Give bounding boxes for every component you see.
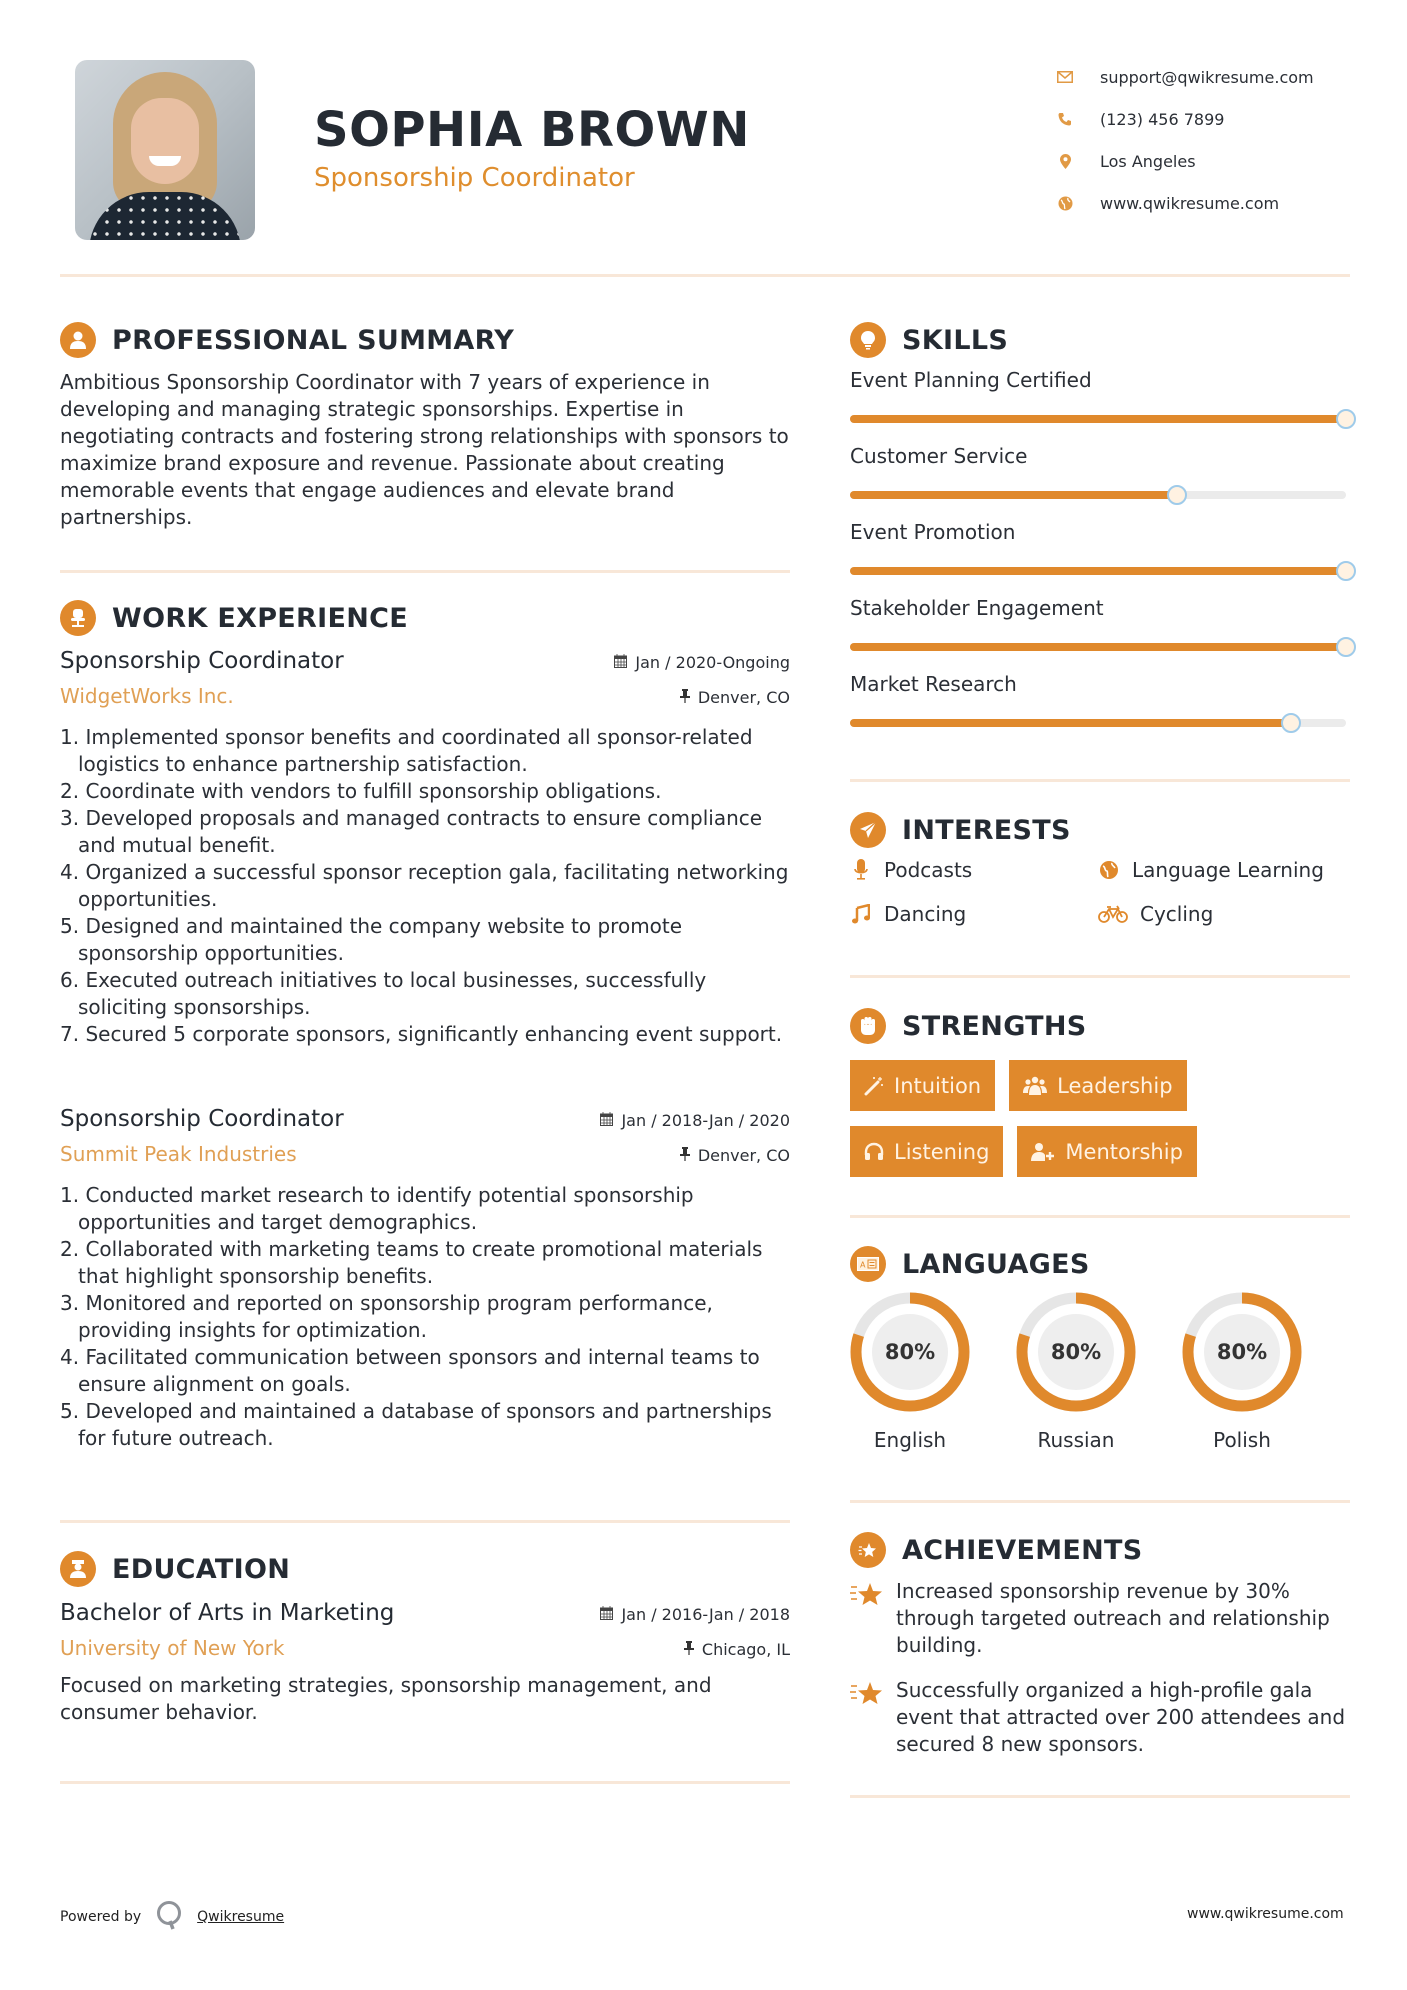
skills-title: SKILLS <box>902 324 1009 356</box>
job-location: Denver, CO <box>680 1146 790 1165</box>
languages-title: LANGUAGES <box>902 1248 1090 1280</box>
interest-label: Cycling <box>1140 902 1214 926</box>
skills-list <box>850 368 1350 748</box>
star-icon <box>850 1677 896 1758</box>
interest-label: Language Learning <box>1132 858 1324 882</box>
star-icon <box>850 1578 896 1659</box>
summary-divider <box>60 570 790 573</box>
contact-phone-text: (123) 456 7899 <box>1100 109 1225 129</box>
job-date: Jan / 2020-Ongoing <box>614 653 790 672</box>
interest-label: Podcasts <box>884 858 973 882</box>
skill-item <box>850 672 1350 748</box>
translate-icon <box>850 1246 886 1282</box>
contact-email[interactable] <box>1055 56 1375 98</box>
contact-location <box>1055 140 1375 182</box>
summary-heading <box>60 322 514 358</box>
achievements-list <box>850 1578 1350 1776</box>
contact-website-text: www.qwikresume.com <box>1100 193 1280 213</box>
education-title: EDUCATION <box>112 1553 291 1585</box>
calendar-icon <box>600 1111 613 1130</box>
language-percent: 80% <box>872 1314 948 1390</box>
bullet: 2. Collaborated with marketing teams to create promotional materials that highlight sponsorship benefits. <box>60 1237 763 1288</box>
calendar-icon <box>600 1605 613 1624</box>
languages-heading <box>850 1246 1090 1282</box>
slider-thumb[interactable] <box>1281 713 1301 733</box>
skill-fill <box>850 643 1346 651</box>
pushpin-icon <box>680 688 690 707</box>
summary-title: PROFESSIONAL SUMMARY <box>112 324 515 356</box>
job-title: Sponsorship Coordinator <box>60 1106 344 1132</box>
degree: Bachelor of Arts in Marketing <box>60 1600 395 1626</box>
contact-website[interactable] <box>1055 182 1375 224</box>
candidate-name: SOPHIA BROWN <box>314 102 750 158</box>
graduate-icon <box>60 1551 96 1587</box>
interests-heading <box>850 812 1071 848</box>
language-item <box>1016 1292 1182 1452</box>
job-company: WidgetWorks Inc. <box>60 684 234 708</box>
achievements-heading <box>850 1532 1143 1568</box>
achievement-item <box>850 1578 1350 1659</box>
work-divider <box>60 1520 790 1523</box>
strength-label: Leadership <box>1057 1073 1173 1098</box>
skill-label: Event Promotion <box>850 520 1016 544</box>
strength-chip <box>1009 1060 1186 1111</box>
language-progress-ring <box>1016 1292 1136 1412</box>
office-chair-icon <box>60 600 96 636</box>
slider-thumb[interactable] <box>1336 561 1356 581</box>
profile-photo <box>75 60 255 240</box>
skill-slider[interactable] <box>850 415 1346 423</box>
qwikresume-link[interactable]: Qwikresume <box>197 1909 285 1925</box>
qwikresume-logo-icon <box>155 1900 183 1934</box>
skill-label: Event Planning Certified <box>850 368 1092 392</box>
job-title: Sponsorship Coordinator <box>60 648 344 674</box>
skill-fill <box>850 719 1291 727</box>
lightbulb-icon <box>850 322 886 358</box>
language-name: English <box>873 1428 947 1452</box>
slider-thumb[interactable] <box>1336 409 1356 429</box>
job-location: Denver, CO <box>680 688 790 707</box>
job-bullets <box>60 1182 790 1452</box>
skill-label: Stakeholder Engagement <box>850 596 1104 620</box>
skill-item <box>850 368 1350 444</box>
skill-slider[interactable] <box>850 567 1346 575</box>
star-badge-icon <box>850 1532 886 1568</box>
bullet: 3. Developed proposals and managed contracts to ensure compliance and mutual benefit. <box>60 806 763 857</box>
strengths-title: STRENGTHS <box>902 1010 1087 1042</box>
map-pin-icon <box>1055 151 1075 171</box>
contact-list <box>1055 56 1375 224</box>
strength-label: Mentorship <box>1065 1139 1183 1164</box>
education-entry <box>60 1600 790 1726</box>
strengths-list <box>850 1060 1350 1192</box>
language-item <box>1182 1292 1348 1452</box>
contact-phone[interactable] <box>1055 98 1375 140</box>
work-heading <box>60 600 408 636</box>
skill-item <box>850 596 1350 672</box>
bullet: 3. Monitored and reported on sponsorship program performance, providing insights for optimization. <box>60 1291 713 1342</box>
achievement-item <box>850 1677 1350 1758</box>
education-heading <box>60 1551 290 1587</box>
strength-chip <box>850 1126 1003 1177</box>
skill-label: Market Research <box>850 672 1017 696</box>
skill-slider[interactable] <box>850 719 1346 727</box>
powered-by-label: Powered by <box>60 1909 142 1925</box>
job-date: Jan / 2018-Jan / 2020 <box>600 1111 790 1130</box>
contact-email-text: support@qwikresume.com <box>1100 67 1314 87</box>
achievements-divider <box>850 1795 1350 1798</box>
education-description: Focused on marketing strategies, sponsorship management, and consumer behavior. <box>60 1673 712 1724</box>
interests-divider <box>850 975 1350 978</box>
bicycle-icon <box>1098 905 1128 923</box>
language-name: Russian <box>1037 1428 1115 1452</box>
bullet: 6. Executed outreach initiatives to local businesses, successfully soliciting sponsorships. <box>60 968 707 1019</box>
envelope-icon <box>1055 67 1075 87</box>
bullet: 1. Conducted market research to identify potential sponsorship opportunities and target demographics. <box>60 1183 694 1234</box>
school: University of New York <box>60 1636 285 1660</box>
interests-list <box>850 855 1350 929</box>
interest-label: Dancing <box>884 902 967 926</box>
skill-fill <box>850 415 1346 423</box>
language-progress-ring <box>1182 1292 1302 1412</box>
skill-item <box>850 444 1350 520</box>
achievements-title: ACHIEVEMENTS <box>902 1534 1143 1566</box>
language-percent: 80% <box>1204 1314 1280 1390</box>
slider-thumb[interactable] <box>1167 485 1187 505</box>
globe-icon <box>1055 193 1075 213</box>
pushpin-icon <box>680 1146 690 1165</box>
job-company: Summit Peak Industries <box>60 1142 297 1166</box>
skill-fill <box>850 567 1346 575</box>
interest-item <box>850 899 1098 929</box>
strength-chip <box>850 1060 995 1111</box>
globe-icon <box>1098 860 1120 880</box>
bullet: 7. Secured 5 corporate sponsors, significantly enhancing event support. <box>60 1022 783 1046</box>
fist-icon <box>850 1008 886 1044</box>
bullet: 5. Developed and maintained a database of sponsors and partnerships for future outreach. <box>60 1399 772 1450</box>
education-location: Chicago, IL <box>684 1640 790 1659</box>
job-entry <box>60 1106 790 1452</box>
languages-list <box>850 1292 1350 1452</box>
education-date: Jan / 2016-Jan / 2018 <box>600 1605 790 1624</box>
calendar-icon <box>614 653 627 672</box>
bullet: 4. Organized a successful sponsor reception gala, facilitating networking opportunities. <box>60 860 789 911</box>
pushpin-icon <box>684 1640 694 1659</box>
language-item <box>850 1292 1016 1452</box>
bullet: 2. Coordinate with vendors to fulfill sponsorship obligations. <box>60 779 662 803</box>
group-icon <box>1023 1076 1047 1096</box>
skill-fill <box>850 491 1177 499</box>
education-divider <box>60 1781 790 1784</box>
work-title: WORK EXPERIENCE <box>112 602 408 634</box>
phone-icon <box>1055 109 1075 129</box>
interest-item <box>1098 855 1350 885</box>
strength-label: Intuition <box>894 1073 982 1098</box>
music-note-icon <box>850 904 872 924</box>
interest-item <box>850 855 1098 885</box>
microphone-icon <box>850 859 872 881</box>
language-name: Polish <box>1213 1428 1271 1452</box>
strengths-heading <box>850 1008 1087 1044</box>
interest-item <box>1098 899 1350 929</box>
bullet: 5. Designed and maintained the company website to promote sponsorship opportunities. <box>60 914 683 965</box>
language-percent: 80% <box>1038 1314 1114 1390</box>
strengths-divider <box>850 1215 1350 1218</box>
footer-website-link[interactable]: www.qwikresume.com <box>1187 1906 1344 1922</box>
headphones-icon <box>864 1142 884 1162</box>
languages-divider <box>850 1500 1350 1503</box>
interests-title: INTERESTS <box>902 814 1071 846</box>
skill-label: Customer Service <box>850 444 1028 468</box>
strength-label: Listening <box>894 1139 990 1164</box>
header-divider <box>60 274 1350 277</box>
bullet: 1. Implemented sponsor benefits and coordinated all sponsor-related logistics to enhance partnership satisfaction. <box>60 725 753 776</box>
job-entry <box>60 648 790 1048</box>
svg-text:A: A <box>860 1260 866 1270</box>
user-icon <box>60 322 96 358</box>
strength-chip <box>1017 1126 1196 1177</box>
contact-location-text: Los Angeles <box>1100 151 1196 171</box>
candidate-role: Sponsorship Coordinator <box>314 163 635 193</box>
skills-divider <box>850 779 1350 782</box>
job-bullets <box>60 724 790 1048</box>
slider-thumb[interactable] <box>1336 637 1356 657</box>
user-plus-icon <box>1031 1142 1055 1162</box>
skill-slider[interactable] <box>850 643 1346 651</box>
skills-heading <box>850 322 1008 358</box>
paper-plane-icon <box>850 812 886 848</box>
skill-slider[interactable] <box>850 491 1346 499</box>
magic-wand-icon <box>864 1076 884 1096</box>
achievement-text: Successfully organized a high-profile gala event that attracted over 200 attendees and secured 8 new sponsors. <box>896 1678 1346 1756</box>
achievement-text: Increased sponsorship revenue by 30% through targeted outreach and relationship building. <box>896 1579 1330 1657</box>
footer-powered-by <box>60 1900 284 1934</box>
summary-text: Ambitious Sponsorship Coordinator with 7 years of experience in developing and managing strategic sponsorships. Expertise in negotiating contracts and fostering strong relationships with sponsors to maximize brand exposure and revenue. Passionate about creating memorable events that engage audiences and elevate brand partnerships. <box>60 370 789 529</box>
language-progress-ring <box>850 1292 970 1412</box>
bullet: 4. Facilitated communication between sponsors and internal teams to ensure alignment on goals. <box>60 1345 760 1396</box>
skill-item <box>850 520 1350 596</box>
